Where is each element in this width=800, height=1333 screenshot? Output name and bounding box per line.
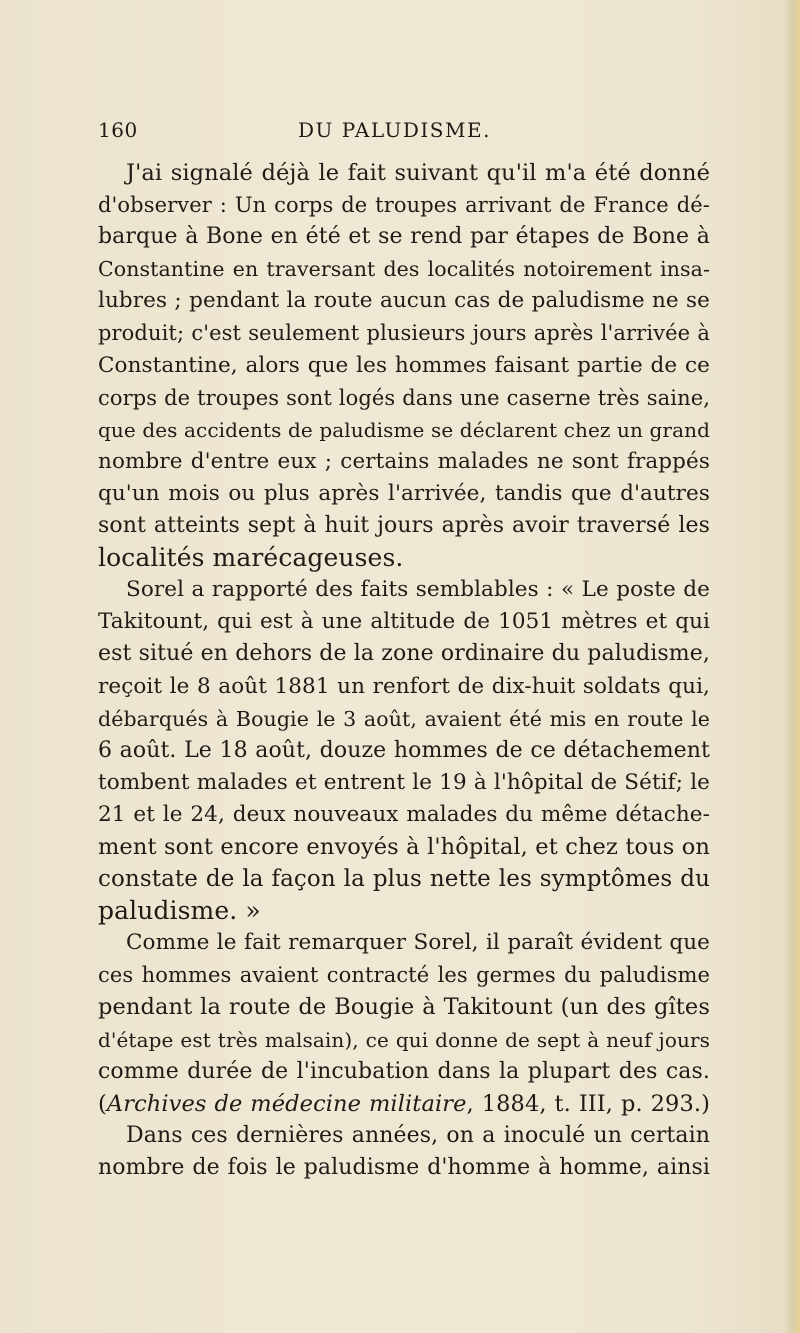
text-line: reçoit le 8 août 1881 un renfort de dix-huit soldats qui,	[98, 673, 710, 699]
text-line: pendant la route de Bougie à Takitount (un des gîtes	[98, 994, 710, 1021]
text-line: J'ai signalé déjà le fait suivant qu'il m'a été donné	[126, 160, 710, 186]
text-line: nombre d'entre eux ; certains malades ne sont frappés	[98, 448, 710, 474]
text-line: corps de troupes sont logés dans une caserne très saine,	[98, 385, 710, 410]
citation-source: Archives de médecine militaire	[106, 1090, 467, 1117]
body-text	[98, 157, 710, 1184]
page-number: 160	[98, 118, 138, 142]
text-line: est situé en dehors de la zone ordinaire du paludisme,	[98, 641, 710, 667]
running-title: DU PALUDISME.	[298, 118, 491, 142]
text-line: Constantine, alors que les hommes faisant partie de ce	[98, 352, 710, 378]
text-line: Comme le fait remarquer Sorel, il paraît évident que	[126, 930, 710, 956]
text-line: 21 et le 24, deux nouveaux malades du même détache-	[98, 801, 710, 827]
text-line: comme durée de l'incubation dans la plupart des cas.	[98, 1058, 710, 1084]
citation-rest: , 1884, t. III, p. 293.)	[466, 1090, 710, 1117]
citation-line	[98, 1088, 710, 1120]
text-line: produit; c'est seulement plusieurs jours après l'arrivée à	[98, 321, 710, 346]
text-line: lubres ; pendant la route aucun cas de paludisme ne se	[98, 288, 710, 314]
text-line: ment sont encore envoyés à l'hôpital, et chez tous on	[98, 833, 710, 860]
text-line: nombre de fois le paludisme d'homme à homme, ainsi	[98, 1154, 710, 1180]
text-line: Constantine en traversant des localités notoirement insa-	[98, 257, 710, 282]
text-line: tombent malades et entrent le 19 à l'hôpital de Sétif; le	[98, 769, 710, 795]
text-line: débarqués à Bougie le 3 août, avaient été mis en route le	[98, 706, 710, 731]
text-line: Takitount, qui est à une altitude de 1051 mètres et qui	[98, 609, 710, 635]
text-line: qu'un mois ou plus après l'arrivée, tandis que d'autres	[98, 480, 710, 506]
text-line: ces hommes avaient contracté les germes du paludisme	[98, 963, 710, 988]
text-line: localités marécageuses.	[98, 543, 404, 573]
text-line: d'observer : Un corps de troupes arrivant de France dé-	[98, 193, 710, 218]
text-line: Dans ces dernières années, on a inoculé un certain	[126, 1122, 710, 1148]
text-line: paludisme. »	[98, 896, 261, 926]
page-edge	[784, 0, 800, 1333]
text-line: sont atteints sept à huit jours après avoir traversé les	[98, 513, 710, 539]
text-line: que des accidents de paludisme se déclarent chez un grand	[98, 417, 710, 442]
text-line: d'étape est très malsain), ce qui donne de sept à neuf jours	[98, 1027, 710, 1052]
page-header	[98, 118, 708, 148]
text-line: constate de la façon la plus nette les symptômes du	[98, 866, 710, 893]
text-line: Sorel a rapporté des faits semblables : « Le poste de	[126, 577, 710, 603]
text-line: barque à Bone en été et se rend par étapes de Bone à	[98, 224, 710, 250]
text-line: 6 août. Le 18 août, douze hommes de ce détachement	[98, 737, 710, 763]
citation-open: (	[98, 1090, 107, 1117]
